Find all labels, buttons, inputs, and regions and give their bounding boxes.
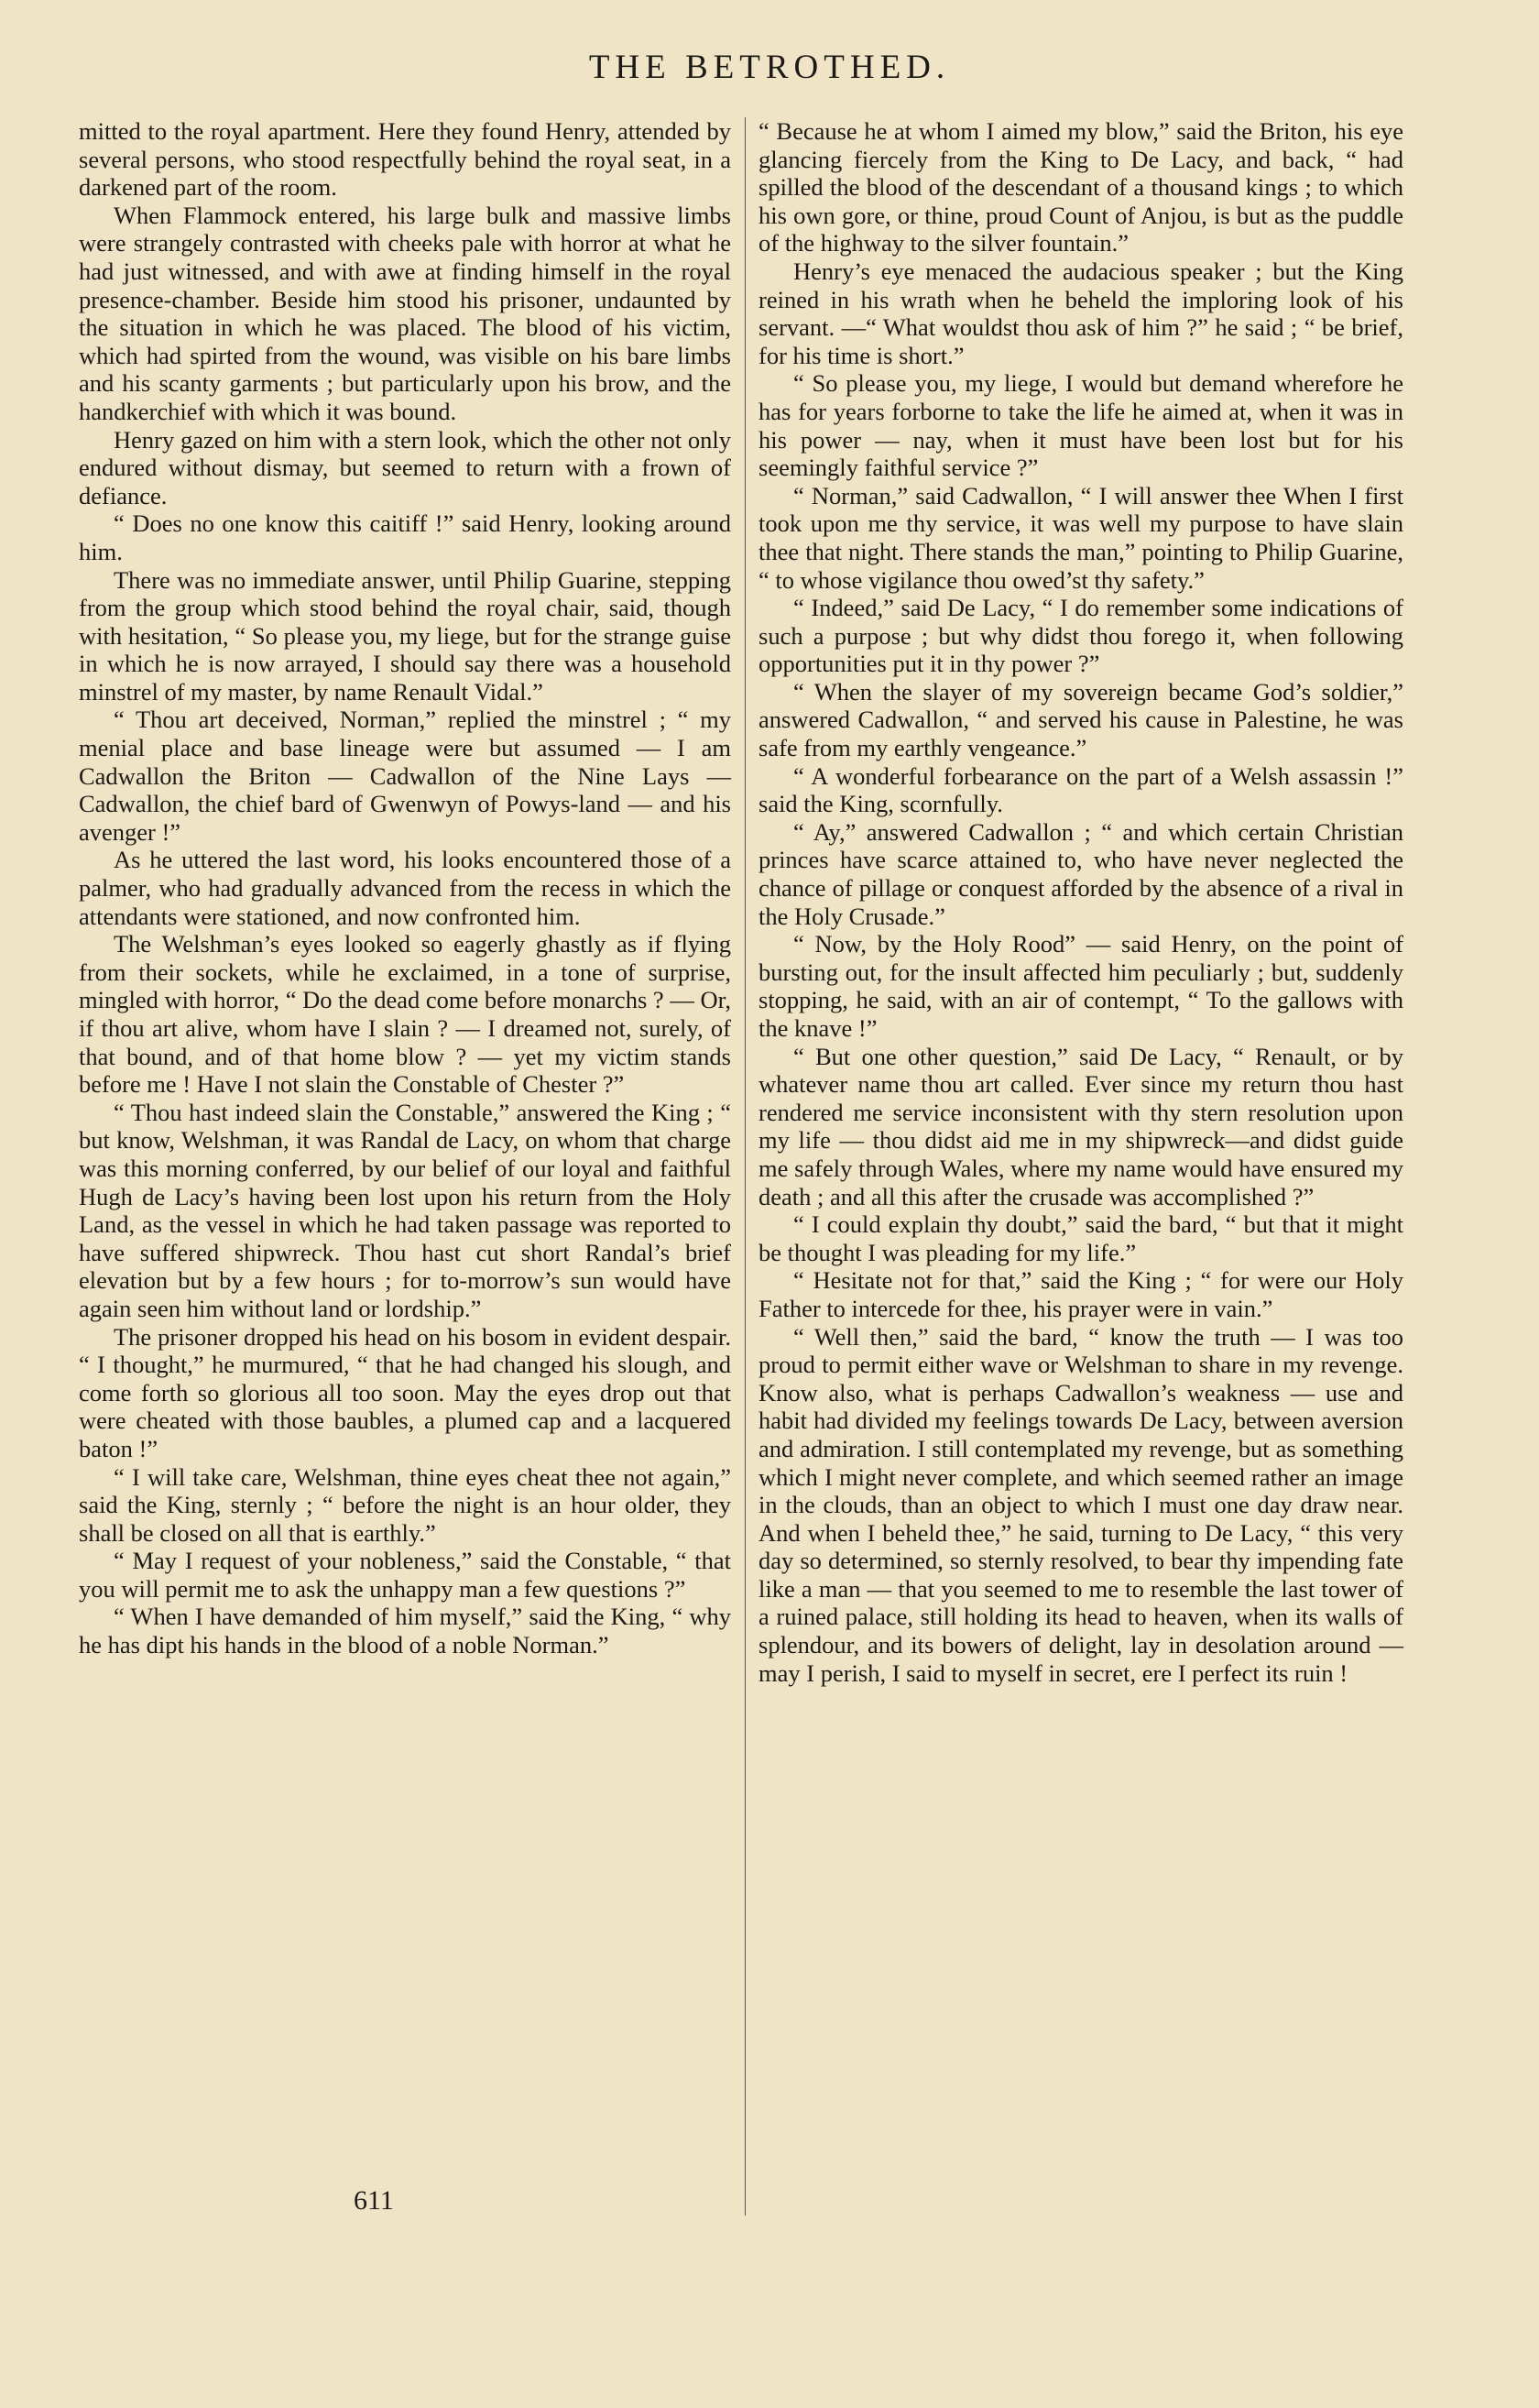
paragraph: When Flammock entered, his large bulk and massive limbs were strangely contrasted with cheeks pale with horror at what he had just witnessed, and with awe at finding himself in the royal presence-chamber. Beside him stood his prisoner, undaunted by the situation in which he was placed. The blood of his victim, which had spirted from the wound, was visible on his bare limbs and his scanty garments ; but particularly upon his brow, and the handkerchief with which it was bound. xyxy=(79,201,731,425)
paragraph: “ I could explain thy doubt,” said the bard, “ but that it might be thought I was pleading for my life.” xyxy=(759,1210,1403,1266)
left-column xyxy=(79,117,731,1659)
running-title: THE BETROTHED. xyxy=(588,49,951,86)
page-number: 611 xyxy=(354,2185,394,2216)
column-divider xyxy=(745,117,746,2216)
right-column xyxy=(759,117,1403,1687)
paragraph: “ Thou hast indeed slain the Constable,” answered the King ; “ but know, Welshman, it was Randal de Lacy, on whom that charge was this morning conferred, by our belief of our loyal and faithful Hugh de Lacy’s having been lost upon his return from the Holy Land, as the vessel in which he had taken passage was reported to have suffered shipwreck. Thou hast cut short Randal’s brief elevation but by a few hours ; for to-morrow’s sun would have again seen him without land or lordship.” xyxy=(79,1098,731,1322)
paragraph: “ Well then,” said the bard, “ know the truth — I was too proud to permit either wave or Welshman to share in my revenge. Know also, what is perhaps Cadwallon’s weakness — use and habit had divided my feelings towards De Lacy, between aversion and admiration. I still contemplated my revenge, but as something which I might never complete, and which seemed rather an image in the clouds, than an object to which I must one day draw near. And when I beheld thee,” he said, turning to De Lacy, “ this very day so determined, so sternly resolved, to bear thy impending fate like a man — that you seemed to me to resemble the last tower of a ruined palace, still holding its head to heaven, when its walls of splendour, and its bowers of delight, lay in desolation around — may I perish, I said to myself in secret, ere I perfect its ruin ! xyxy=(759,1322,1403,1687)
paragraph: “ Ay,” answered Cadwallon ; “ and which certain Christian princes have scarce attained to, who have never neglected the chance of pillage or conquest afforded by the absence of a rival in the Holy Crusade.” xyxy=(759,817,1403,930)
paragraph: “ A wonderful forbearance on the part of a Welsh assassin !” said the King, scornfully. xyxy=(759,761,1403,818)
paragraph: “ Does no one know this caitiff !” said Henry, looking around him. xyxy=(79,509,731,565)
paragraph: “ So please you, my liege, I would but demand wherefore he has for years forborne to take the life he aimed at, when it was in his power — nay, when it must have been lost but for his seemingly faithful service ?” xyxy=(759,369,1403,482)
paragraph: The prisoner dropped his head on his bosom in evident despair. “ I thought,” he murmured, “ that he had changed his slough, and come forth so glorious all too soon. May the eyes drop out that were cheated with those baubles, a plumed cap and a lacquered baton !” xyxy=(79,1322,731,1462)
paragraph: “ Hesitate not for that,” said the King ; “ for were our Holy Father to intercede for thee, his prayer were in vain.” xyxy=(759,1266,1403,1322)
paragraph: “ But one other question,” said De Lacy, “ Renault, or by whatever name thou art called. Ever since my return thou hast rendered me service inconsistent with thy stern resolution upon my life — thou didst aid me in my shipwreck—and didst guide me safely through Wales, where my name would have ensured my death ; and all this after the crusade was accomplished ?” xyxy=(759,1042,1403,1210)
paragraph: “ Because he at whom I aimed my blow,” said the Briton, his eye glancing fiercely from the King to De Lacy, and back, “ had spilled the blood of the descendant of a thousand kings ; to which his own gore, or thine, proud Count of Anjou, is but as the puddle of the highway to the silver fountain.” xyxy=(759,117,1403,257)
paragraph: “ Thou art deceived, Norman,” replied the minstrel ; “ my menial place and base lineage were but assumed — I am Cadwallon the Briton — Cadwallon of the Nine Lays — Cadwallon, the chief bard of Gwenwyn of Powys-land — and his avenger !” xyxy=(79,706,731,846)
paragraph: “ When the slayer of my sovereign became God’s soldier,” answered Cadwallon, “ and served his cause in Palestine, he was safe from my earthly vengeance.” xyxy=(759,677,1403,762)
paragraph: As he uttered the last word, his looks encountered those of a palmer, who had gradually advanced from the recess in which the attendants were stationed, and now confronted him. xyxy=(79,846,731,930)
paragraph: Henry’s eye menaced the audacious speaker ; but the King reined in his wrath when he beheld the imploring look of his servant. —“ What wouldst thou ask of him ?” he said ; “ be brief, for his time is short.” xyxy=(759,257,1403,369)
paragraph: “ May I request of your nobleness,” said the Constable, “ that you will permit me to ask the unhappy man a few questions ?” xyxy=(79,1547,731,1603)
paragraph: “ I will take care, Welshman, thine eyes cheat thee not again,” said the King, sternly ; “ before the night is an hour older, they shall be closed on all that is earthly.” xyxy=(79,1462,731,1547)
paragraph: mitted to the royal apartment. Here they found Henry, attended by several persons, who stood respectfully behind the royal seat, in a darkened part of the room. xyxy=(79,117,731,202)
paragraph: The Welshman’s eyes looked so eagerly ghastly as if flying from their sockets, while he exclaimed, in a tone of surprise, mingled with horror, “ Do the dead come before monarchs ? — Or, if thou art alive, whom have I slain ? — I dreamed not, surely, of that bound, and of that home blow ? — yet my victim stands before me ! Have I not slain the Constable of Chester ?” xyxy=(79,930,731,1099)
paragraph: “ Norman,” said Cadwallon, “ I will answer thee When I first took upon me thy service, it was well my purpose to have slain thee that night. There stands the man,” pointing to Philip Guarine, “ to whose vigilance thou owed’st thy safety.” xyxy=(759,481,1403,594)
paragraph: Henry gazed on him with a stern look, which the other not only endured without dismay, but seemed to return with a frown of defiance. xyxy=(79,425,731,509)
paragraph: “ When I have demanded of him myself,” said the King, “ why he has dipt his hands in the blood of a noble Norman.” xyxy=(79,1603,731,1659)
paragraph: “ Now, by the Holy Rood” — said Henry, on the point of bursting out, for the insult affected him peculiarly ; but, suddenly stopping, he said, with an air of contempt, “ To the gallows with the knave !” xyxy=(759,930,1403,1042)
paragraph: There was no immediate answer, until Philip Guarine, stepping from the group which stood behind the royal chair, said, though with hesitation, “ So please you, my liege, but for the strange guise in which he is now arrayed, I should say there was a household minstrel of my master, by name Renault Vidal.” xyxy=(79,565,731,706)
paragraph: “ Indeed,” said De Lacy, “ I do remember some indications of such a purpose ; but why didst thou forego it, when following opportunities put it in thy power ?” xyxy=(759,594,1403,678)
